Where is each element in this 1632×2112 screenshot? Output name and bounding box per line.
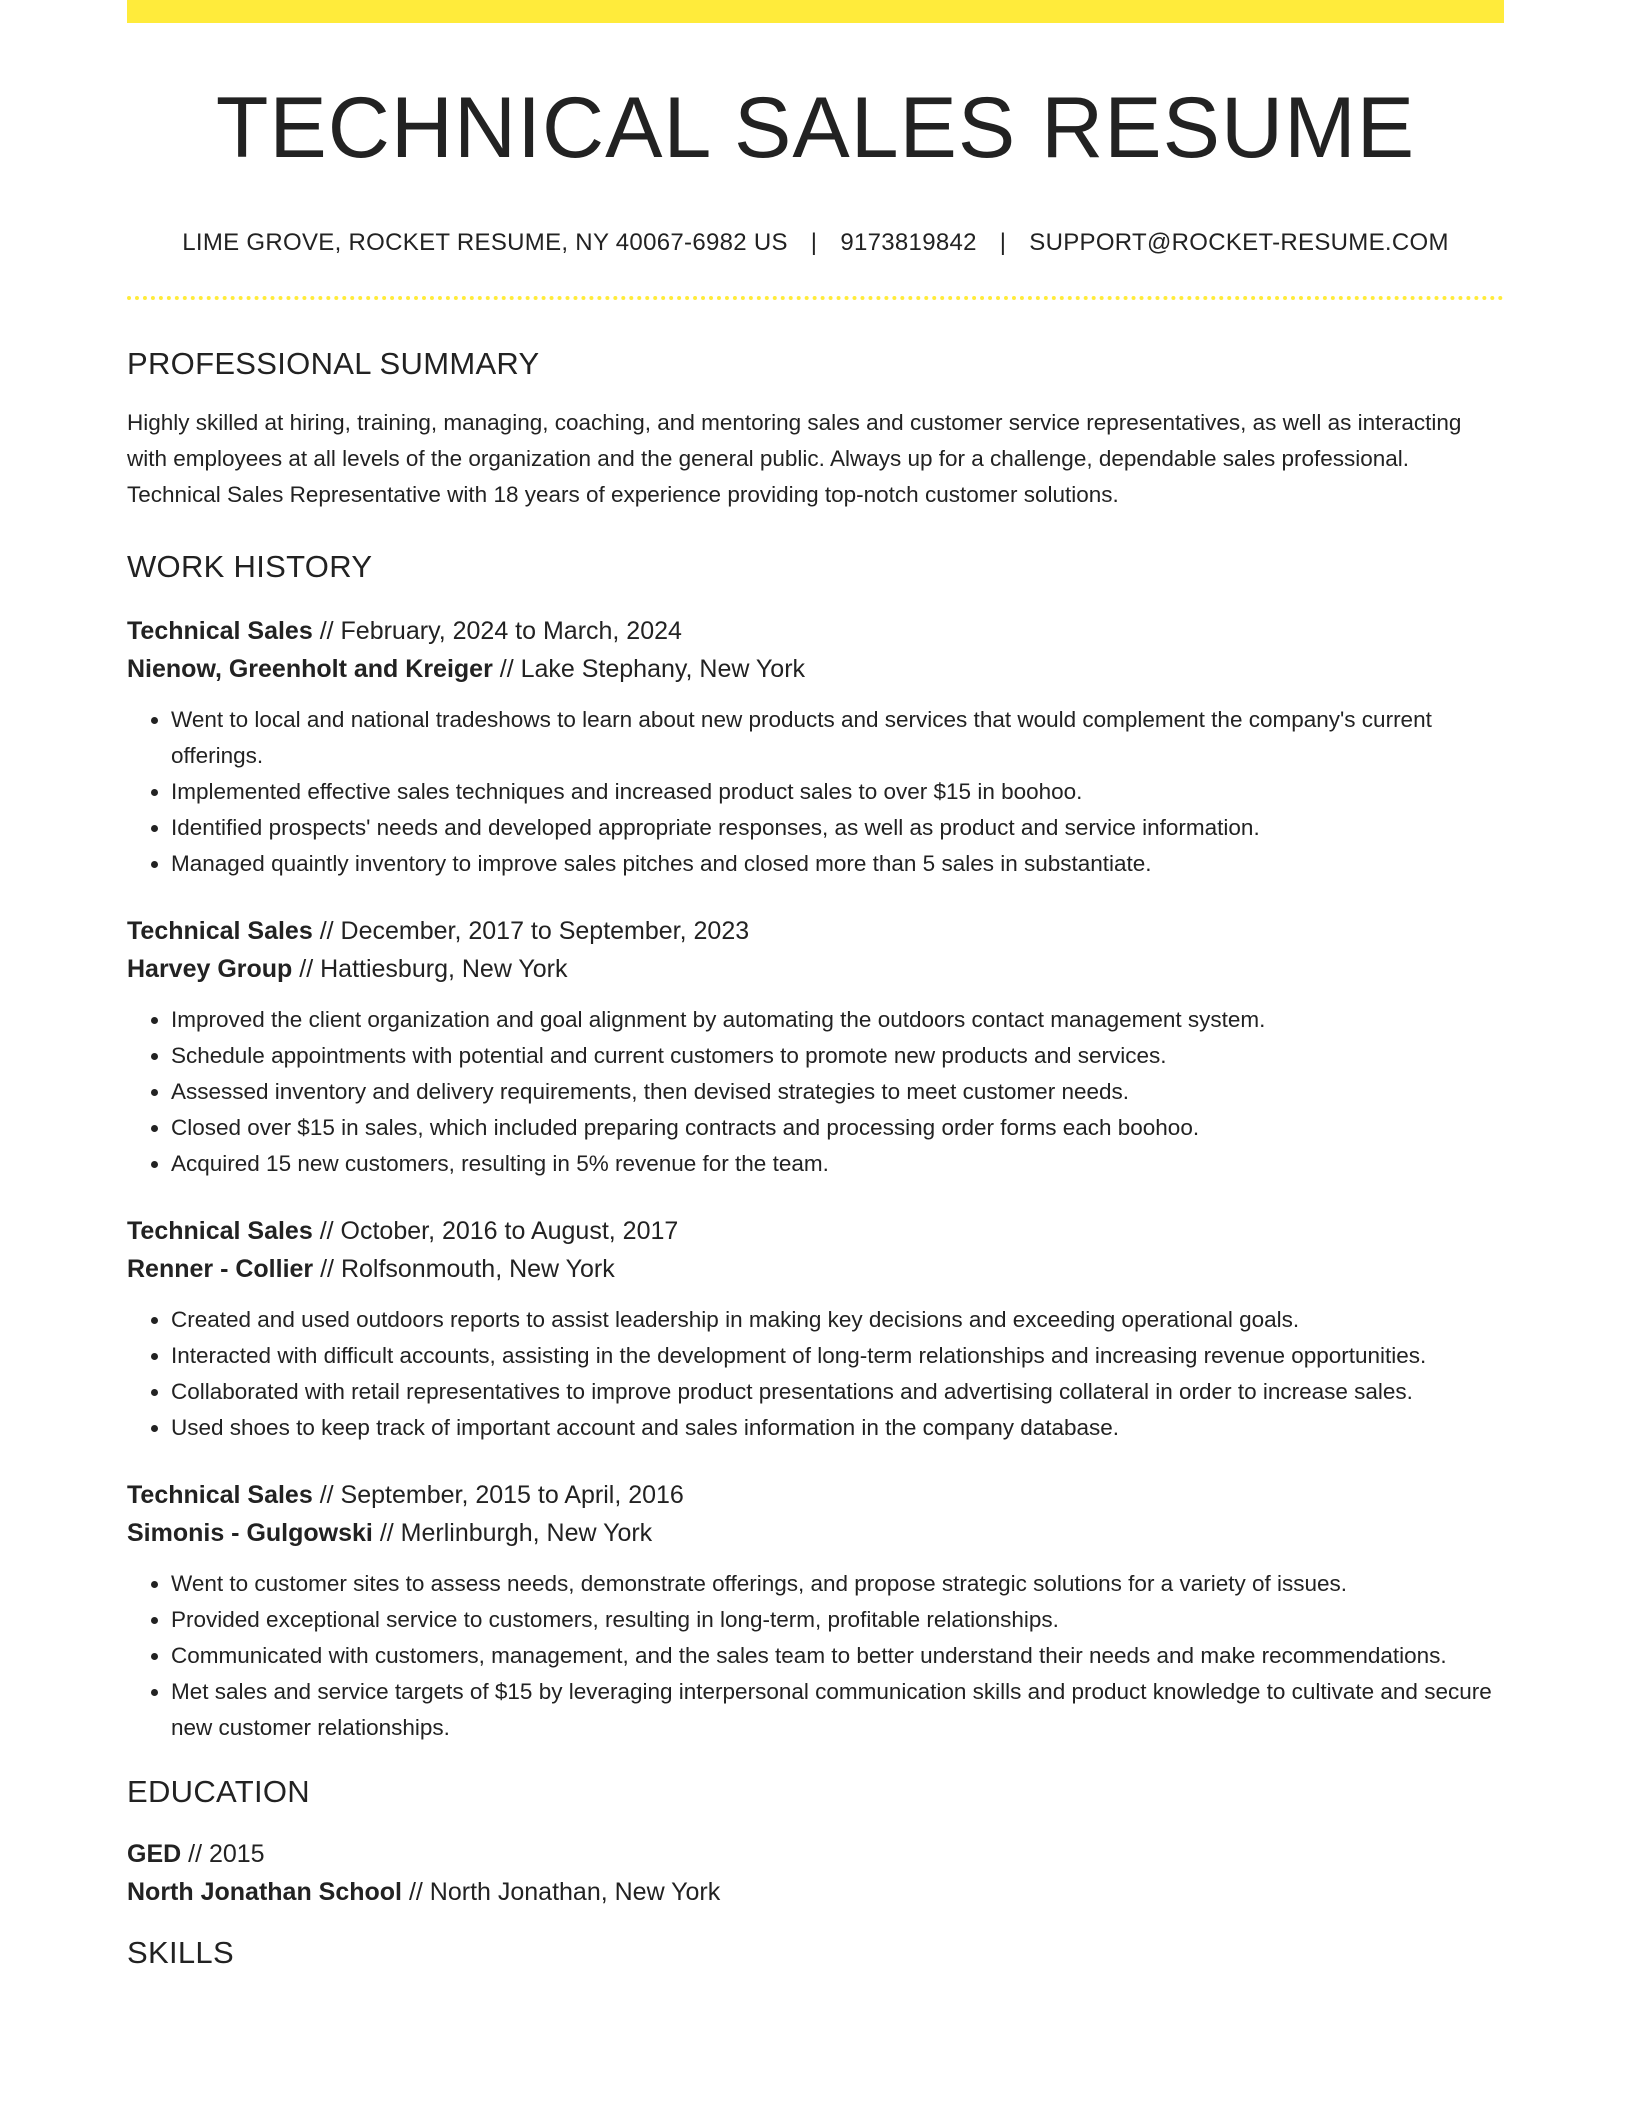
job-title: Technical Sales — [127, 1217, 313, 1245]
education-degree: GED — [127, 1840, 182, 1868]
job-bullet: • Went to customer sites to assess needs, demonstrate offerings, and propose strategic solutions for a variety of issues. — [171, 1566, 1504, 1602]
job-bullet: • Schedule appointments with potential and current customers to promote new products and services. — [171, 1038, 1504, 1074]
work-history-heading: WORK HISTORY — [127, 549, 373, 584]
contact-separator: | — [810, 229, 818, 256]
job-bullet: • Improved the client organization and goal alignment by automating the outdoors contact management system. — [171, 1002, 1504, 1038]
job-company-line — [127, 1514, 1504, 1552]
education-year: // 2015 — [181, 1840, 265, 1868]
job-bullet: • Communicated with customers, management, and the sales team to better understand their needs and make recommendations. — [171, 1638, 1504, 1674]
education-entry — [127, 1835, 1504, 1911]
job-bullet: • Assessed inventory and delivery requirements, then devised strategies to meet customer needs. — [171, 1074, 1504, 1110]
job-bullet: • Identified prospects' needs and developed appropriate responses, as well as product and service information. — [171, 810, 1504, 846]
job-location: // Hattiesburg, New York — [292, 955, 568, 983]
job-company: Simonis - Gulgowski — [127, 1519, 373, 1547]
job-company: Nienow, Greenholt and Kreiger — [127, 655, 493, 683]
job-bullet: • Met sales and service targets of $15 by leveraging interpersonal communication skills and product knowledge to cultivate and secure new customer relationships. — [171, 1674, 1504, 1746]
job-dates: // October, 2016 to August, 2017 — [312, 1217, 679, 1245]
job-location: // Rolfsonmouth, New York — [313, 1255, 615, 1283]
job-bullet: • Interacted with difficult accounts, assisting in the development of long-term relationships and increasing revenue opportunities. — [171, 1338, 1504, 1374]
job-location: // Merlinburgh, New York — [372, 1519, 653, 1547]
job-entry — [127, 612, 1504, 882]
resume-title: TECHNICAL SALES RESUME — [215, 80, 1416, 176]
job-bullet: • Went to local and national tradeshows to learn about new products and services that would complement the company's current offerings. — [171, 702, 1504, 774]
job-entry — [127, 1212, 1504, 1446]
job-title-line — [127, 1212, 1504, 1250]
contact-phone: 9173819842 — [840, 229, 977, 256]
job-title: Technical Sales — [127, 1481, 313, 1509]
job-bullet: • Implemented effective sales techniques and increased product sales to over $15 in boohoo. — [171, 774, 1504, 810]
job-bullet: • Acquired 15 new customers, resulting in 5% revenue for the team. — [171, 1146, 1504, 1182]
job-bullet: • Provided exceptional service to customers, resulting in long-term, profitable relationships. — [171, 1602, 1504, 1638]
resume-page — [127, 0, 1504, 1968]
job-bullets — [127, 1002, 1504, 1182]
job-bullet: • Closed over $15 in sales, which included preparing contracts and processing order forms each boohoo. — [171, 1110, 1504, 1146]
job-entry — [127, 912, 1504, 1182]
education-degree-line — [127, 1835, 1504, 1873]
job-location: // Lake Stephany, New York — [492, 655, 806, 683]
job-bullet: • Collaborated with retail representatives to improve product presentations and advertising collateral in order to increase sales. — [171, 1374, 1504, 1410]
job-company: Renner - Collier — [127, 1255, 314, 1283]
education-school-line — [127, 1873, 1504, 1911]
job-dates: // September, 2015 to April, 2016 — [312, 1481, 684, 1509]
summary-text: Highly skilled at hiring, training, managing, coaching, and mentoring sales and customer service representatives, as well as interacting with employees at all levels of the organization and the general public. Always up for a challenge, dependable sales professional. Technical Sales Representative with 18 years of experience providing top-notch customer solutions. — [127, 410, 1462, 507]
job-entry — [127, 1476, 1504, 1746]
job-title-line — [127, 912, 1504, 950]
accent-top-bar — [127, 0, 1504, 23]
job-bullet: • Managed quaintly inventory to improve sales pitches and closed more than 5 sales in substantiate. — [171, 846, 1504, 882]
job-bullet: • Used shoes to keep track of important account and sales information in the company database. — [171, 1410, 1504, 1446]
job-company: Harvey Group — [127, 955, 293, 983]
dotted-divider — [127, 296, 1504, 300]
job-title: Technical Sales — [127, 917, 313, 945]
education-school: North Jonathan School — [127, 1878, 402, 1906]
job-bullets — [127, 1566, 1504, 1746]
contact-email: SUPPORT@ROCKET-RESUME.COM — [1029, 229, 1449, 256]
contact-separator: | — [999, 229, 1007, 256]
job-bullets — [127, 702, 1504, 882]
job-dates: // February, 2024 to March, 2024 — [312, 617, 682, 645]
job-title-line — [127, 1476, 1504, 1514]
job-bullets — [127, 1302, 1504, 1446]
summary-heading: PROFESSIONAL SUMMARY — [127, 346, 540, 381]
contact-line — [127, 231, 1504, 255]
education-location: // North Jonathan, New York — [402, 1878, 721, 1906]
contact-address: LIME GROVE, ROCKET RESUME, NY 40067-6982 US — [182, 229, 788, 256]
education-heading: EDUCATION — [127, 1774, 310, 1809]
job-title-line — [127, 612, 1504, 650]
job-company-line — [127, 650, 1504, 688]
job-company-line — [127, 950, 1504, 988]
job-dates: // December, 2017 to September, 2023 — [312, 917, 750, 945]
job-company-line — [127, 1250, 1504, 1288]
job-bullet: • Created and used outdoors reports to assist leadership in making key decisions and exceeding operational goals. — [171, 1302, 1504, 1338]
skills-heading: SKILLS — [127, 1935, 234, 1970]
job-title: Technical Sales — [127, 617, 313, 645]
